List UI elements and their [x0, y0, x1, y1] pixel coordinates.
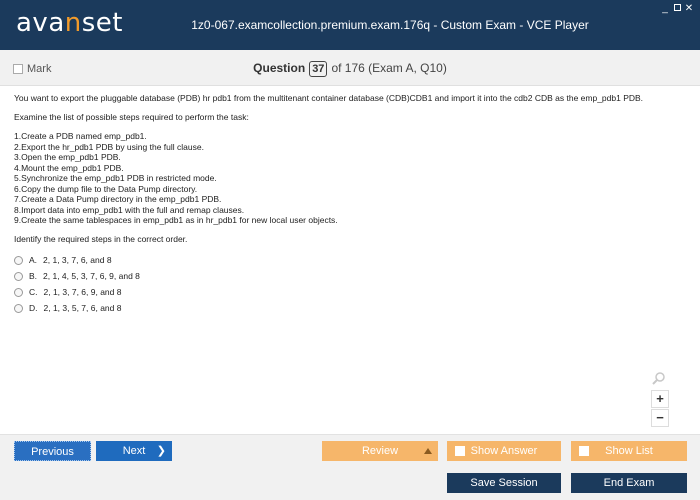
option-letter: A. — [29, 255, 38, 265]
step-item: 4.Mount the emp_pdb1 PDB. — [14, 162, 124, 173]
question-intro: You want to export the pluggable database (PDB) hr pdb1 from the multitenant container database (CDB)CDB1 and import it into the cdb2 CDB as the emp_pdb1 PDB. — [14, 93, 644, 103]
answer-options — [14, 253, 689, 317]
option-text: 2, 1, 3, 5, 7, 6, and 8 — [43, 303, 122, 313]
radio-icon[interactable] — [14, 256, 23, 265]
next-label: Next — [122, 445, 146, 457]
review-label: Review — [361, 445, 399, 457]
option-b[interactable] — [14, 269, 689, 285]
end-exam-button[interactable] — [571, 473, 687, 493]
option-d[interactable] — [14, 301, 689, 317]
option-letter: C. — [29, 287, 38, 297]
logo-accent: n — [64, 8, 82, 38]
step-item: 5.Synchronize the emp_pdb1 PDB in restricted mode. — [14, 173, 217, 183]
step-item: 2.Export the hr_pdb1 PDB by using the full clause. — [14, 141, 204, 152]
step-item: 7.Create a Data Pump directory in the emp_pdb1 PDB. — [14, 194, 222, 204]
show-list-button[interactable] — [571, 441, 687, 461]
question-counter — [0, 61, 700, 77]
question-examine: Examine the list of possible steps required to perform the task: — [14, 112, 249, 122]
question-number-input[interactable]: 37 — [309, 61, 327, 77]
close-icon[interactable]: ✕ — [684, 3, 694, 14]
end-exam-label: End Exam — [603, 477, 655, 489]
chevron-right-icon: ❯ — [156, 445, 166, 457]
triangle-up-icon — [424, 448, 432, 454]
question-prompt: Identify the required steps in the correct order. — [14, 233, 188, 244]
option-letter: D. — [29, 303, 38, 313]
save-session-button[interactable] — [447, 473, 561, 493]
question-header — [0, 50, 700, 86]
show-answer-button[interactable] — [447, 441, 561, 461]
step-item: 3.Open the emp_pdb1 PDB. — [14, 152, 121, 162]
mark-label: Mark — [27, 63, 52, 75]
save-session-label: Save Session — [470, 477, 538, 489]
question-suffix: of 176 (Exam A, Q10) — [331, 61, 447, 75]
radio-icon[interactable] — [14, 272, 23, 281]
step-item: 6.Copy the dump file to the Data Pump directory. — [14, 183, 198, 194]
minimize-icon[interactable]: _ — [662, 3, 668, 14]
title-bar — [0, 0, 700, 50]
step-item: 8.Import data into emp_pdb1 with the full and remap clauses. — [14, 204, 245, 215]
option-text: 2, 1, 4, 5, 3, 7, 6, 9, and 8 — [43, 271, 140, 281]
checkbox-icon[interactable] — [455, 446, 465, 456]
steps-list — [14, 131, 689, 226]
radio-icon[interactable] — [14, 304, 23, 313]
option-letter: B. — [29, 271, 38, 281]
previous-button[interactable] — [14, 441, 91, 461]
previous-label: Previous — [31, 446, 74, 458]
zoom-in-button[interactable]: + — [651, 390, 669, 408]
step-item: 1.Create a PDB named emp_pdb1. — [14, 131, 147, 141]
logo-suffix: set — [81, 8, 123, 38]
review-button[interactable] — [322, 441, 438, 461]
magnifier-icon — [652, 371, 666, 385]
question-word: Question — [253, 61, 306, 75]
question-content — [14, 93, 689, 317]
window-title: 1z0-067.examcollection.premium.exam.176q - Custom Exam - VCE Player — [191, 18, 589, 32]
next-button[interactable] — [96, 441, 172, 461]
option-text: 2, 1, 3, 7, 6, and 8 — [43, 255, 112, 265]
option-text: 2, 1, 3, 7, 6, 9, and 8 — [43, 287, 122, 297]
show-answer-label: Show Answer — [470, 445, 538, 457]
step-item: 9.Create the same tablespaces in emp_pdb1 as in hr_pdb1 for new local user objects. — [14, 215, 338, 225]
option-a[interactable] — [14, 253, 689, 269]
show-list-label: Show List — [605, 445, 653, 457]
logo-prefix: ava — [16, 8, 65, 38]
option-c[interactable] — [14, 285, 689, 301]
radio-icon[interactable] — [14, 288, 23, 297]
maximize-icon[interactable] — [671, 3, 683, 15]
checkbox-icon[interactable] — [579, 446, 589, 456]
zoom-out-button[interactable]: − — [651, 409, 669, 427]
